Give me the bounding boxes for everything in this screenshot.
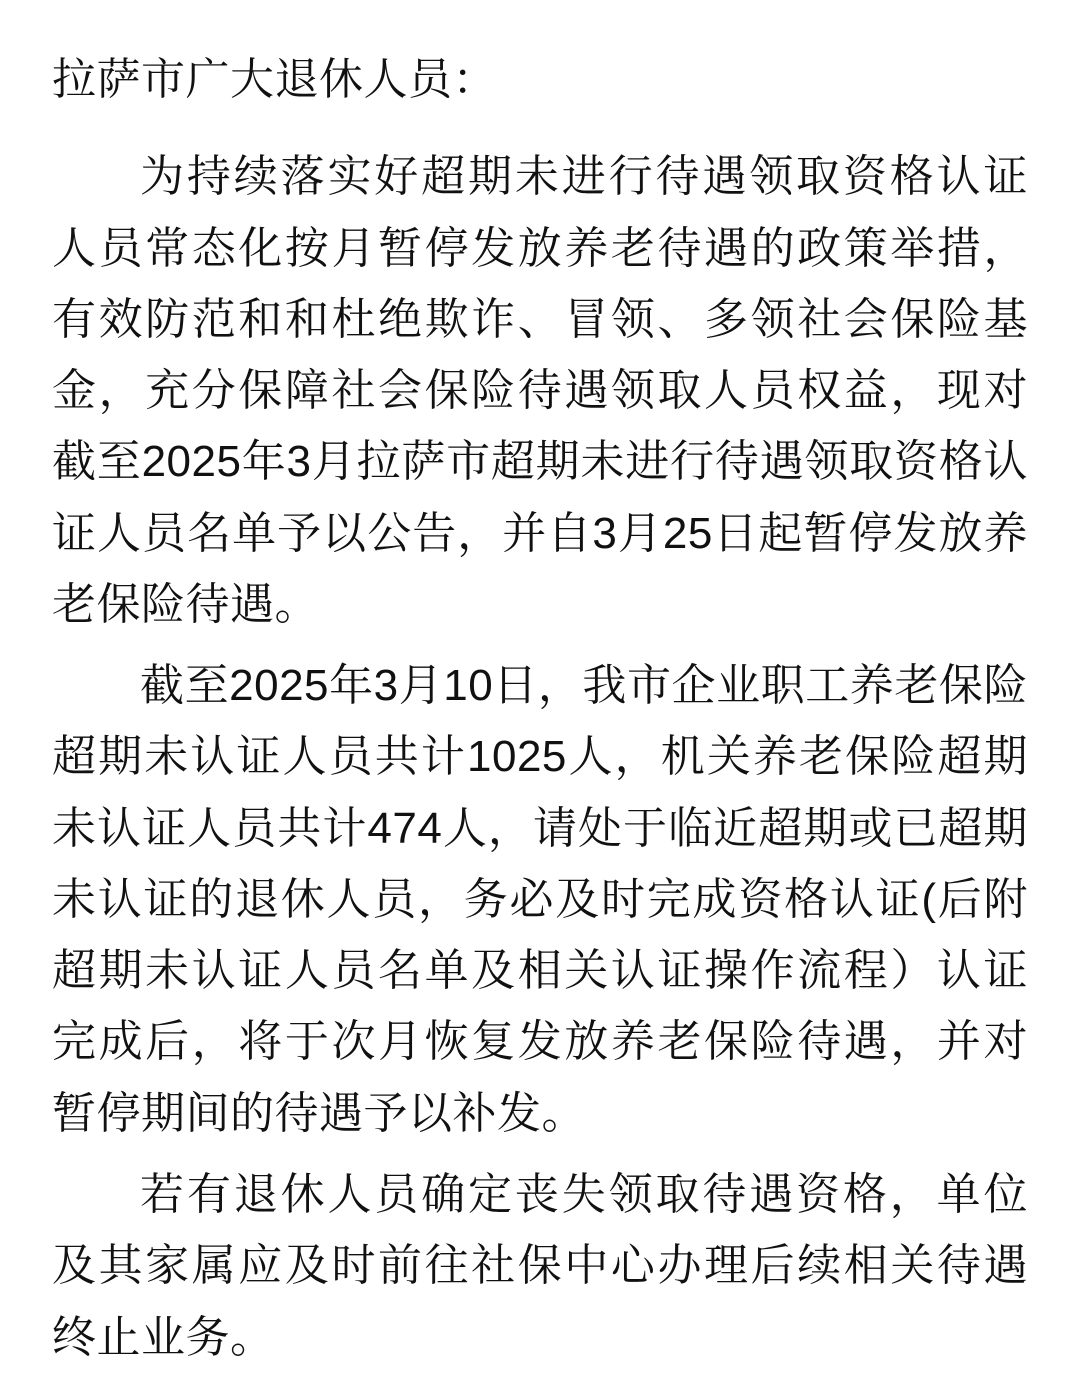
paragraph-1: 为持续落实好超期未进行待遇领取资格认证人员常态化按月暂停发放养老待遇的政策举措，有效防范和和杜绝欺诈、冒领、多领社会保险基金，充分保障社会保险待遇领取人员权益，现对截至2025年3月拉萨市超期未进行待遇领取资格认证人员名单予以公告，并自3月25日起暂停发放养老保险待遇。 [52,152,1028,629]
paragraph-3: 若有退休人员确定丧失领取待遇资格，单位及其家属应及时前往社保中心办理后续相关待遇终止业务。 [52,1169,1028,1362]
paragraph-2: 截至2025年3月10日，我市企业职工养老保险超期未认证人员共计1025人，机关养老保险超期未认证人员共计474人，请处于临近超期或已超期未认证的退休人员，务必及时完成资格认证(后附超期未认证人员名单及相关认证操作流程）认证完成后，将于次月恢复发放养老保险待遇，并对暂停期间的待遇予以补发。 [52,661,1028,1138]
salutation-line: 拉萨市广大退休人员： [52,55,497,104]
document-body [52,44,1028,1373]
